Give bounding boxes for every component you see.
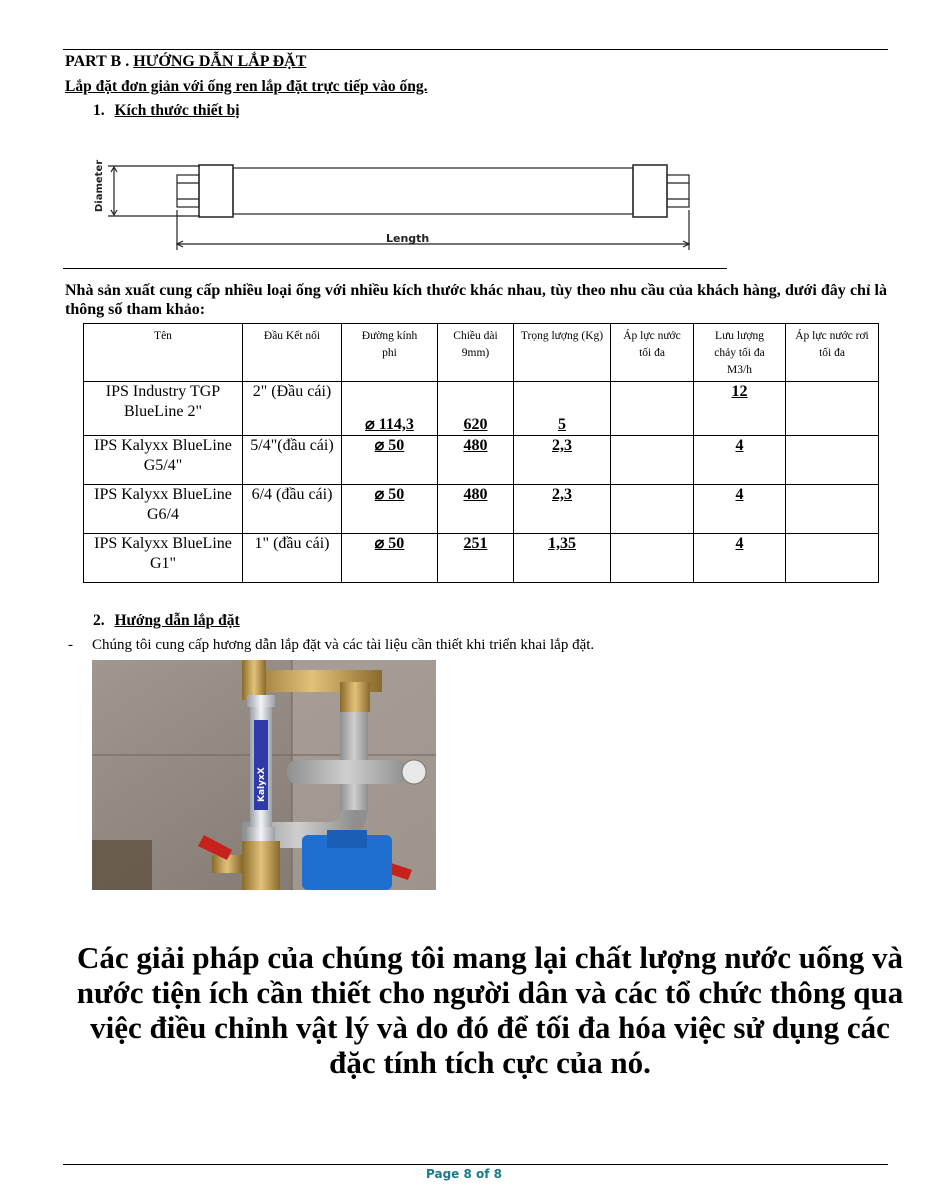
cell-length: 480 bbox=[438, 436, 514, 485]
pipe-dimension-diagram bbox=[80, 150, 720, 260]
section1-heading bbox=[93, 102, 240, 120]
installation-photo-illustration bbox=[92, 660, 436, 890]
cell-weight: 2,3 bbox=[514, 485, 611, 534]
installation-photo bbox=[92, 660, 436, 890]
cell-max-pressure bbox=[611, 382, 694, 436]
top-rule bbox=[63, 49, 888, 50]
section2-title: Hướng dẫn lắp đặt bbox=[114, 612, 240, 629]
cell-name: IPS Kalyxx BlueLine G1" bbox=[84, 534, 243, 583]
cell-max-pressure bbox=[611, 534, 694, 583]
specs-table bbox=[83, 323, 879, 583]
cell-drop-pressure bbox=[786, 436, 879, 485]
header-max-flow bbox=[694, 324, 786, 382]
cell-max-pressure bbox=[611, 485, 694, 534]
footer-rule bbox=[63, 1164, 888, 1165]
cell-drop-pressure bbox=[786, 382, 879, 436]
table-row bbox=[84, 436, 879, 485]
cell-max-pressure bbox=[611, 436, 694, 485]
cell-connection: 1" (đầu cái) bbox=[243, 534, 342, 583]
cell-connection: 6/4 (đầu cái) bbox=[243, 485, 342, 534]
table-row bbox=[84, 485, 879, 534]
cell-max-flow: 4 bbox=[694, 436, 786, 485]
installation-bullet: Chúng tôi cung cấp hương dẫn lắp đặt và các tài liệu cần thiết khi triển khai lắp đặt. bbox=[92, 637, 595, 653]
intro-line: Lắp đặt đơn giản với ống ren lắp đặt trực tiếp vào ống. bbox=[65, 78, 428, 95]
header-length bbox=[438, 324, 514, 382]
diameter-label: Diameter bbox=[94, 159, 105, 212]
header-max-pressure-text: Áp lực nước tối đa bbox=[623, 330, 681, 359]
header-drop-pressure bbox=[786, 324, 879, 382]
table-row bbox=[84, 382, 879, 436]
header-max-pressure bbox=[611, 324, 694, 382]
section2-heading bbox=[93, 612, 240, 630]
cell-diameter: ⌀ 50 bbox=[342, 485, 438, 534]
page-number: Page 8 of 8 bbox=[426, 1167, 502, 1181]
bullet-dash: - bbox=[68, 637, 73, 653]
header-weight bbox=[514, 324, 611, 382]
cell-diameter: ⌀ 50 bbox=[342, 436, 438, 485]
header-connection: Đầu Kết nối bbox=[243, 324, 342, 382]
cell-connection: 5/4"(đầu cái) bbox=[243, 436, 342, 485]
description-paragraph: Nhà sản xuất cung cấp nhiều loại ống với nhiều kích thước khác nhau, tùy theo nhu cầu của khách hàng, dưới đây chỉ là thông số tham khảo: bbox=[65, 282, 887, 318]
cell-max-flow: 4 bbox=[694, 534, 786, 583]
cell-length: 251 bbox=[438, 534, 514, 583]
part-heading bbox=[65, 53, 306, 71]
cell-weight: 1,35 bbox=[514, 534, 611, 583]
section1-title: Kích thước thiết bị bbox=[114, 102, 240, 119]
part-label: PART B . bbox=[65, 53, 130, 70]
cell-name: IPS Kalyxx BlueLine G6/4 bbox=[84, 485, 243, 534]
header-diameter bbox=[342, 324, 438, 382]
part-title: HƯỚNG DẪN LẮP ĐẶT bbox=[133, 53, 307, 70]
cell-name: IPS Kalyxx BlueLine G5/4" bbox=[84, 436, 243, 485]
cell-drop-pressure bbox=[786, 534, 879, 583]
header-weight-text: Trọng lượng (Kg) bbox=[520, 330, 604, 342]
table-row bbox=[84, 534, 879, 583]
cell-length: 480 bbox=[438, 485, 514, 534]
length-label: Length bbox=[386, 232, 430, 245]
header-drop-pressure-text: Áp lực nước rơi tối đa bbox=[795, 330, 869, 359]
header-length-text: Chiều dài 9mm) bbox=[453, 330, 498, 359]
section1-number: 1. bbox=[93, 102, 105, 119]
cell-name: IPS Industry TGP BlueLine 2" bbox=[84, 382, 243, 436]
cell-weight: 2,3 bbox=[514, 436, 611, 485]
closing-statement: Các giải pháp của chúng tôi mang lại chất lượng nước uống và nước tiện ích cần thiết cho người dân và các tổ chức thông qua việc điều chỉnh vật lý và do đó để tối đa hóa việc sử dụng các đặc tính tích cực của nó. bbox=[76, 940, 904, 1080]
diagram-rule bbox=[63, 268, 727, 269]
header-max-flow-text: Lưu lượng chảy tối đa M3/h bbox=[714, 330, 765, 376]
cell-weight: 5 bbox=[514, 382, 611, 436]
header-name: Tên bbox=[84, 324, 243, 382]
cell-connection: 2" (Đầu cái) bbox=[243, 382, 342, 436]
cell-diameter: ⌀ 50 bbox=[342, 534, 438, 583]
cell-length: 620 bbox=[438, 382, 514, 436]
cell-max-flow: 12 bbox=[694, 382, 786, 436]
section2-number: 2. bbox=[93, 612, 105, 629]
header-diameter-text: Đường kính phi bbox=[361, 330, 418, 359]
device-label: KalyxX bbox=[257, 767, 267, 802]
cell-diameter: ⌀ 114,3 bbox=[342, 382, 438, 436]
cell-drop-pressure bbox=[786, 485, 879, 534]
cell-max-flow: 4 bbox=[694, 485, 786, 534]
table-header-row bbox=[84, 324, 879, 382]
